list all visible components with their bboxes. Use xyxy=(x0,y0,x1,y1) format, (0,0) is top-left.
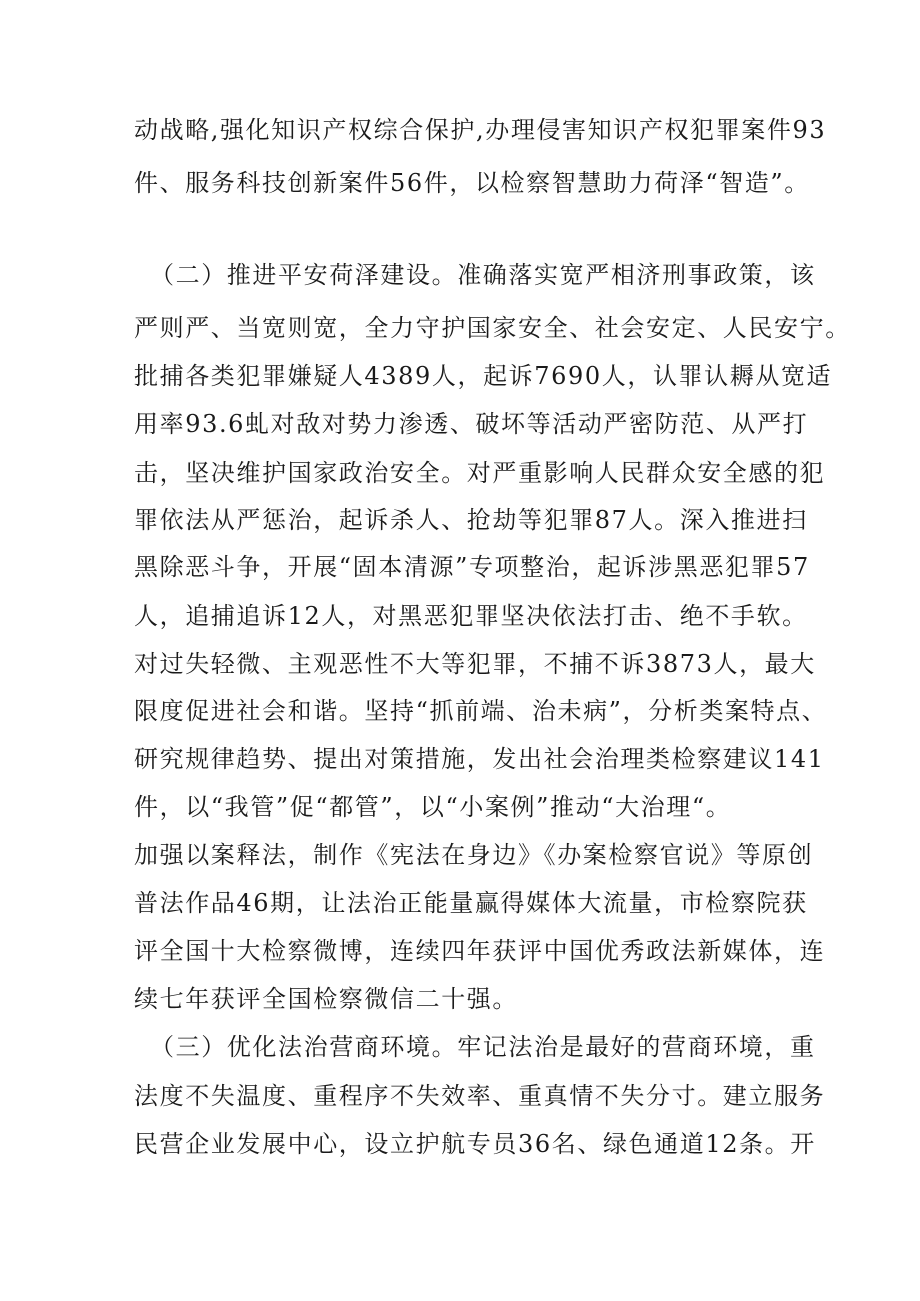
text-line: 续七年获评全国检察微信二十强。 xyxy=(134,985,518,1013)
text-line: 对过失轻微、主观恶性不大等犯罪，不捕不诉3873人，最大 xyxy=(134,650,816,678)
text-line: 普法作品46期，让法治正能量赢得媒体大流量，市检察院获 xyxy=(134,889,808,917)
text-line: 击，坚决维护国家政治安全。对严重影响人民群众安全感的犯 xyxy=(134,459,826,487)
text-line: 件，以“我管”促“都管”，以“小案例”推动“大治理“。 xyxy=(134,793,732,821)
text-line: 用率93.6虬对敌对势力渗透、破坏等活动严密防范、从严打 xyxy=(134,410,809,438)
text-line: 黑除恶斗争，开展“固本清源”专项整治，起诉涉黑恶犯罪57 xyxy=(134,553,810,581)
text-line: 民营企业发展中心，设立护航专员36名、绿色通道12条。开 xyxy=(134,1130,816,1158)
text-line: 批捕各类犯罪嫌疑人4389人，起诉7690人，认罪认耨从宽适 xyxy=(134,362,833,390)
text-line: 法度不失温度、重程序不失效率、重真情不失分寸。建立服务 xyxy=(134,1082,826,1110)
text-line: 加强以案释法，制作《宪法在身边》《办案检察官说》等原创 xyxy=(134,841,814,869)
text-line: 研究规律趋势、提出对策措施，发出社会治理类检察建议141 xyxy=(134,745,825,773)
text-line: 评全国十大检察微博，连续四年获评中国优秀政法新媒体，连 xyxy=(134,937,826,965)
text-line: 动战略,强化知识产权综合保护,办理侵害知识产权犯罪案件93 xyxy=(134,116,827,144)
section-heading-line: （二）推进平安荷泽建设。准确落实宽严相济刑事政策，该 xyxy=(150,261,816,289)
text-line: 件、服务科技创新案件56件，以检察智慧助力荷泽“智造”。 xyxy=(134,169,810,197)
text-line: 人，追捕追诉12人，对黑恶犯罪坚决依法打击、绝不手软。 xyxy=(134,602,808,630)
text-line: 罪依法从严惩治，起诉杀人、抢劫等犯罪87人。深入推进扫 xyxy=(134,506,808,534)
text-line: 严则严、当宽则宽，全力守护国家安全、社会安定、人民安宁。 xyxy=(134,314,851,342)
text-line: 限度促进社会和谐。坚持“抓前端、治未病”，分析类案特点、 xyxy=(134,697,828,725)
section-heading-line: （三）优化法治营商环境。牢记法治是最好的营商环境，重 xyxy=(150,1033,816,1061)
